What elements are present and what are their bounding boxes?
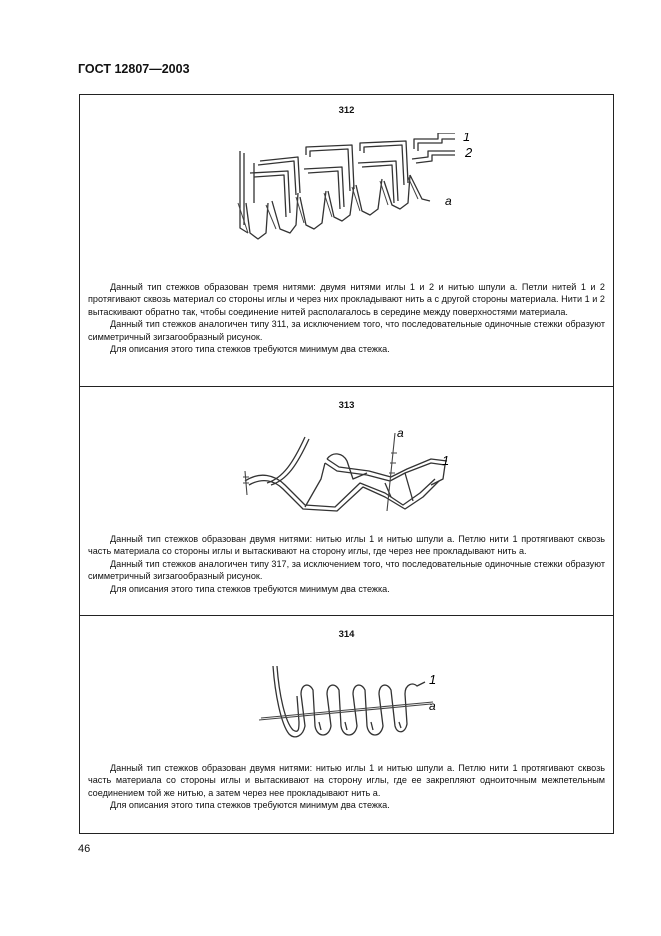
stitch-section-312: [80, 95, 613, 387]
paragraph: Для описания этого типа стежков требуются минимум два стежка.: [110, 583, 390, 594]
paragraph: Данный тип стежков аналогичен типу 317, за исключением того, что последовательные одиночные стежки образуют симметричный зигзагообразный рисунок.: [88, 558, 605, 582]
paragraph: Данный тип стежков образован двумя нитями: нитью иглы 1 и нитью шпули a. Петлю нити 1 протягивают сквозь часть материала со стороны иглы и вытаскивают на сторону иглы, где через нее прокладывают нить a.: [88, 534, 605, 557]
stitch-312-diagram: [210, 133, 480, 253]
stitch-314-description: [88, 762, 605, 812]
stitch-number: 314: [338, 629, 355, 640]
label-thread-2: 2: [465, 145, 473, 160]
stitch-313-diagram: [235, 423, 465, 518]
document-header: ГОСТ 12807—2003: [78, 62, 190, 76]
label-thread-a: a: [445, 194, 452, 208]
paragraph: Для описания этого типа стежков требуются минимум два стежка.: [110, 800, 390, 811]
paragraph: Данный тип стежков аналогичен типу 311, за исключением того, что последовательные одиночные стежки образуют симметричный зигзагообразный рисунок.: [88, 319, 605, 342]
stitch-section-313: [80, 387, 613, 616]
paragraph: Данный тип стежков образован двумя нитями: нитью иглы 1 и нитью шпули a. Петлю нити 1 протягивают сквозь часть материала со стороны иглы и вытаскивают на сторону иглы, где ее закрепляют одноиточным межпетельным соединением той же нитью, а затем через нее прокладывают нить a.: [88, 763, 605, 798]
label-thread-1: 1: [463, 133, 471, 144]
stitch-table: [79, 94, 614, 834]
stitch-section-314: [80, 616, 613, 833]
paragraph: Данный тип стежков образован тремя нитями: двумя нитями иглы 1 и 2 и нитью шпули a. Петли нитей 1 и 2 протягивают сквозь материал со стороны иглы и через них прокладывают нить a с другой стороны материала. Нити 1 и 2 вытаскивают обратно так, чтобы соединение нитей располагалось в середине между поверхностями материала.: [88, 282, 605, 317]
label-thread-1: 1: [429, 672, 437, 687]
label-thread-a: a: [397, 426, 404, 440]
stitch-312-description: [88, 281, 605, 355]
page-number: 46: [78, 843, 91, 855]
stitch-number: 312: [338, 105, 355, 116]
label-thread-1: 1: [442, 453, 450, 468]
stitch-313-description: [88, 533, 605, 595]
stitch-314-diagram: [255, 654, 455, 748]
paragraph: Для описания этого типа стежков требуются минимум два стежка.: [110, 344, 390, 355]
label-thread-a: a: [429, 699, 436, 713]
stitch-number: 313: [338, 400, 355, 411]
